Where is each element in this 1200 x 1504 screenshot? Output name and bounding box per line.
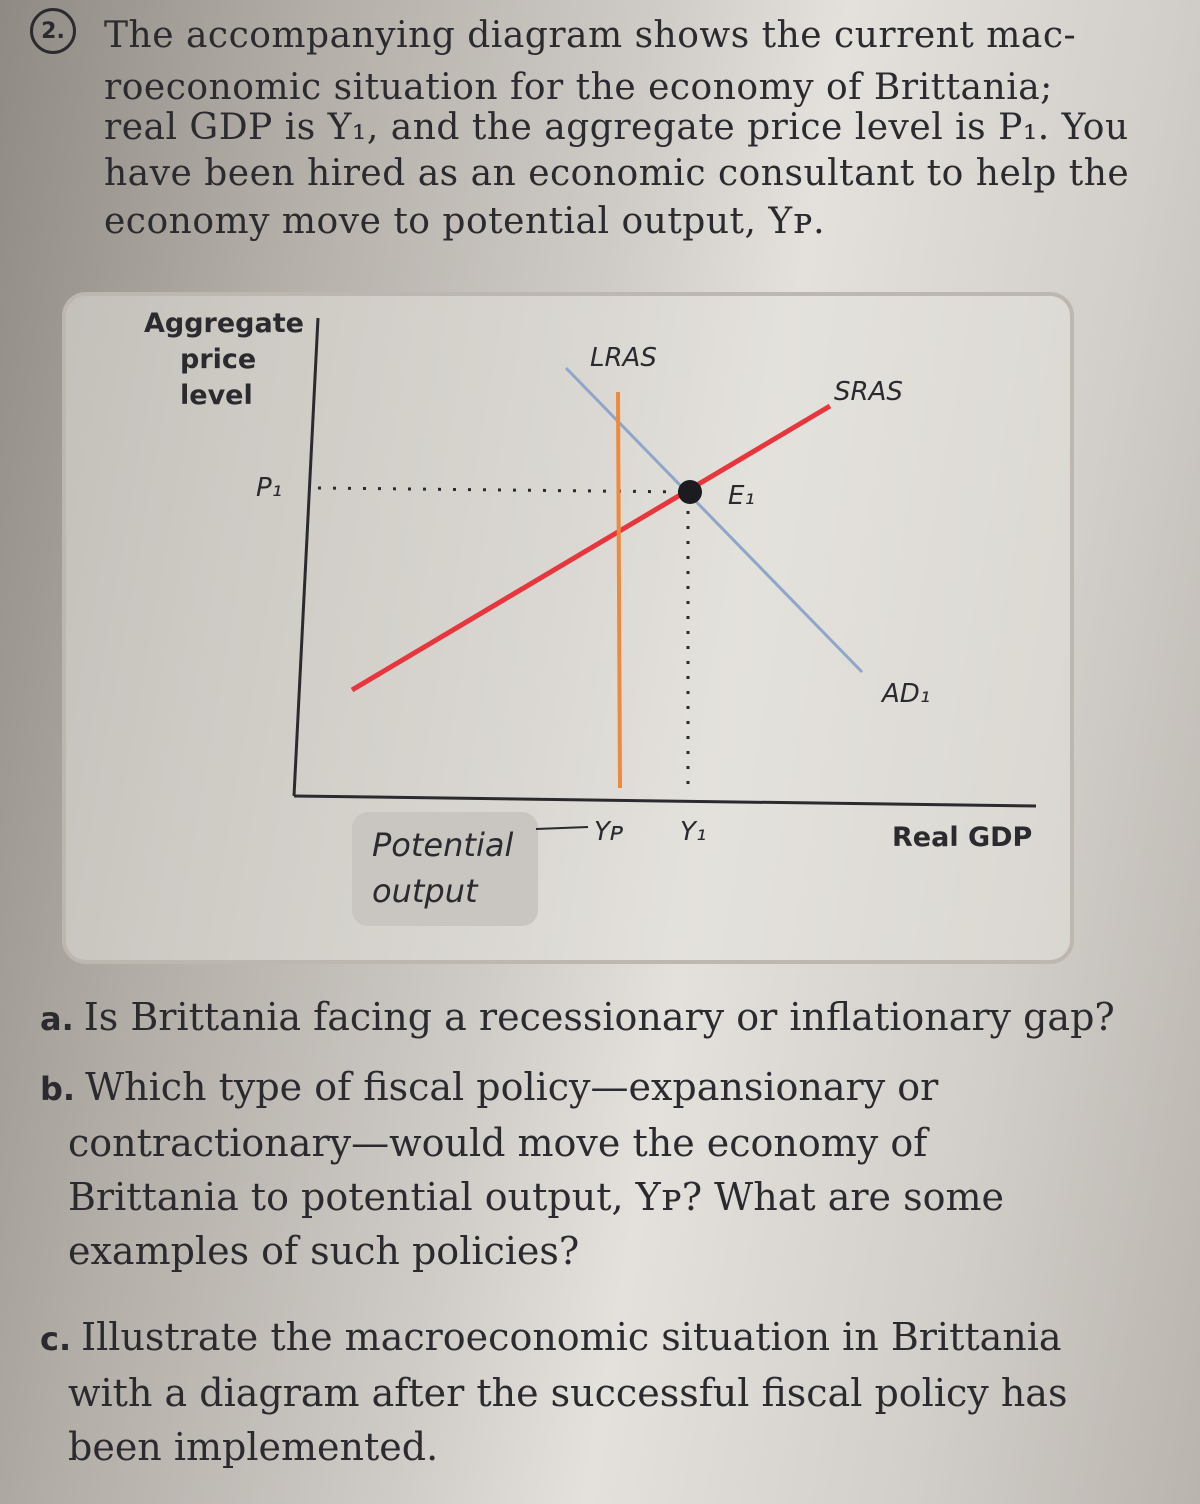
intro-line-1: The accompanying diagram shows the current mac- bbox=[104, 15, 1077, 56]
callout-connector bbox=[536, 827, 588, 829]
question-c-line-3: been implemented. bbox=[68, 1425, 439, 1469]
question-b-line-1: Which type of fiscal policy—expansionary or bbox=[85, 1065, 939, 1109]
intro-line-4: have been hired as an economic consultant to help the bbox=[104, 153, 1130, 194]
e1-label: E₁ bbox=[728, 481, 755, 511]
question-b-line-4: examples of such policies? bbox=[68, 1229, 580, 1273]
question-c-line-2: with a diagram after the successful fiscal policy has bbox=[68, 1371, 1068, 1415]
intro-line-2: roeconomic situation for the economy of Brittania; bbox=[104, 67, 1053, 108]
intro-line-5: economy move to potential output, Yᴘ. bbox=[104, 201, 826, 242]
question-b-line-2: contractionary—would move the economy of bbox=[68, 1121, 928, 1165]
question-b-line-3: Brittania to potential output, Yᴘ? What are some bbox=[68, 1175, 1005, 1219]
p1-guide-line bbox=[318, 488, 690, 492]
lras-label: LRAS bbox=[590, 343, 657, 373]
y-axis bbox=[294, 318, 318, 796]
question-c-line-1: Illustrate the macroeconomic situation in Brittania bbox=[81, 1315, 1062, 1359]
callout-line-2: output bbox=[372, 872, 478, 910]
sras-curve bbox=[352, 406, 830, 690]
problem-number: 2. bbox=[30, 8, 76, 54]
question-a-label: a. bbox=[40, 1000, 74, 1038]
sras-label: SRAS bbox=[834, 377, 903, 407]
yp-label: Yᴘ bbox=[594, 817, 624, 847]
x-axis-label: Real GDP bbox=[892, 822, 1033, 853]
x-axis bbox=[294, 796, 1036, 806]
question-c-label: c. bbox=[40, 1320, 72, 1358]
p1-label: P₁ bbox=[256, 473, 283, 503]
y-axis-label-line-3: level bbox=[180, 380, 253, 411]
callout-line-1: Potential bbox=[372, 826, 514, 864]
question-c bbox=[40, 1310, 1190, 1474]
equilibrium-point bbox=[678, 480, 702, 504]
question-a-line-1: Is Brittania facing a recessionary or inflationary gap? bbox=[83, 995, 1115, 1039]
y1-label: Y₁ bbox=[680, 817, 707, 847]
lras-curve bbox=[618, 392, 620, 788]
y-axis-label-line-1: Aggregate bbox=[144, 308, 304, 339]
question-b-label: b. bbox=[40, 1070, 76, 1108]
ad1-label: AD₁ bbox=[882, 679, 931, 709]
question-a bbox=[40, 990, 1190, 1046]
intro-line-3: real GDP is Y₁, and the aggregate price level is P₁. You bbox=[104, 107, 1129, 148]
question-b bbox=[40, 1060, 1190, 1278]
y-axis-label-line-2: price bbox=[180, 344, 257, 375]
